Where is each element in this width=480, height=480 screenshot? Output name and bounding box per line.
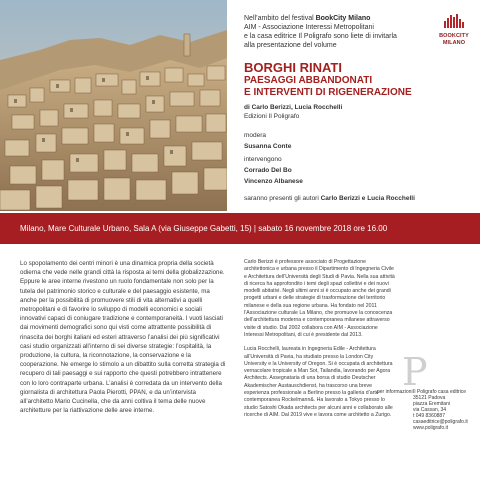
- moderator-name: Susanna Conte: [244, 143, 292, 150]
- event-separator: |: [251, 224, 259, 233]
- bookcity-logo: BOOKCITY MILANO: [434, 14, 474, 46]
- book-edition: Edizioni Il Poligrafo: [244, 113, 300, 120]
- moderator-label: modera: [244, 132, 267, 139]
- speakers-label: intervengono: [244, 156, 282, 163]
- svg-text:P: P: [402, 351, 428, 391]
- event-date: sabato 16 novembre 2018 ore 16.00: [258, 224, 388, 233]
- book-authors: di Carlo Berizzi, Lucia Rocchelli: [244, 104, 343, 111]
- speaker-name: Vincenzo Albanese: [244, 178, 303, 185]
- cover-photo: [0, 0, 227, 211]
- publisher-info: per informazioni Il Poligrafo casa editrice 35121 Padova piazza Eremitani via Cassan, 34 t 049 8360887 casaeditrice@poligrafo.it www.poligrafo.it: [413, 389, 478, 431]
- book-description: Lo spopolamento dei centri minori è una dinamica propria della società odierna che vede nelle grandi città la risposta ai temi della globalizzazione. Eppure le aree interne rivestono un ruolo fondamentale non solo per la tutela del patrimonio storico e culturale e del paesaggio esistente, ma anche per la possibilità di promuovere stili di vita alternativi a quelli metropolitani e di favorire lo sviluppo di modelli economici e sociali innovativi capaci di coniugare tradizione e contemporaneità. I vuoti lasciati dai movimenti demografici sono qui visti come attrattente possibilità di rinascita dei borghi italiani ed esteri attraverso l’analisi dei più significativi casi studio organizzati all’interno di sei diverse strategie: l’ospitalità, la produzione, la cultura, la riconnotazione, la conservazione e la cooperazione. Ne emerge lo stimolo a un dibattito sulla corretta strategia di recupero di tali paesaggi e sui rapporto che questi potrebbero intrattenere con lo loro contraparte urbana. L’analisi è corredata da un intervento della giornalista di architettura Paola Pierotti, PPAN, e da un’intervista all’architetto Mario Cucinella, che da anni coltiva il tema delle nuove architetture per la riattivazione delle aree interne.: [20, 260, 226, 415]
- speaker-name: Corrado Del Bo: [244, 167, 292, 174]
- bio-rocchelli: Lucia Rocchelli, laureata in Ingegneria Edile - Architettura all’Università di Pavia, ha studiato presso la London City University e la University of Oregon. Si è occupata di architettura vernacolare tropicale a Man Sot, Tailandia, lavorando per Agora Architects. Assegnataria di una borsa di studio Deutscher Akademischer Austauschdienst, ha trascorso una breve esperienza professionale a Berlino presso la galleria d’arte contemporanea Rockelmann&. Ha lavorato a Tokyo presso lo studio Satoshi Okada architects per alcuni anni e collaborato alle ricerche di AIM. Dal 2019 vive e lavora come architetto a Zurigo.: [244, 346, 393, 418]
- book-subtitle-2: E INTERVENTI DI RIGENERAZIONE: [244, 87, 412, 98]
- authors-note: saranno presenti gli autori Carlo Berizzi e Lucia Rocchelli: [244, 195, 415, 202]
- event-location: Milano, Mare Culturale Urbano, Sala A (via Giuseppe Gabetti, 15): [20, 224, 252, 233]
- skyline-icon: [444, 14, 464, 28]
- event-banner: [0, 213, 480, 244]
- bio-berizzi: Carlo Berizzi è professore associato di Progettazione architettonica e urbana presso il Dipartimento di Ingegneria Civile e Architettura dell’Università degli Studi di Pavia. Nella sua attività di ricerca ha approfondito i temi degli spazi collettivi e dei nuovi modelli abitativi. Negli ultimi anni si è occupato anche dei grandi progetti urbani e delle strategie di trasformazione del territorio milanese e della sua regione urbana. Ha fondato nel 2011 l’Associazione culturale La Milano, che promuove la conoscenza dell’architettura moderna e contemporanea milanese attraverso visite di studio. Dal 2002 collabora con AIM - Associazione Interessi Metropolitani, di cui è presidente dal 2013.: [244, 259, 395, 338]
- author-bios: [244, 259, 396, 426]
- publisher-website: www.poligrafo.it: [413, 425, 449, 431]
- book-title: BORGHI RINATI: [244, 60, 342, 75]
- publisher-email: casaeditrice@poligrafo.it: [413, 419, 468, 425]
- info-label: per informazioni: [377, 389, 413, 395]
- poligrafo-logo: [396, 351, 436, 391]
- festival-name: BookCity Milano: [315, 15, 371, 22]
- intro-text: Nell’ambito del festival BookCity Milano AIM - Associazione Interessi Metropolitani e la casa editrice Il Poligrafo sono liete di invitarla alla presentazione del volume: [244, 15, 397, 49]
- book-subtitle-1: PAESAGGI ABBANDONATI: [244, 75, 373, 86]
- book-title-block: [244, 61, 474, 98]
